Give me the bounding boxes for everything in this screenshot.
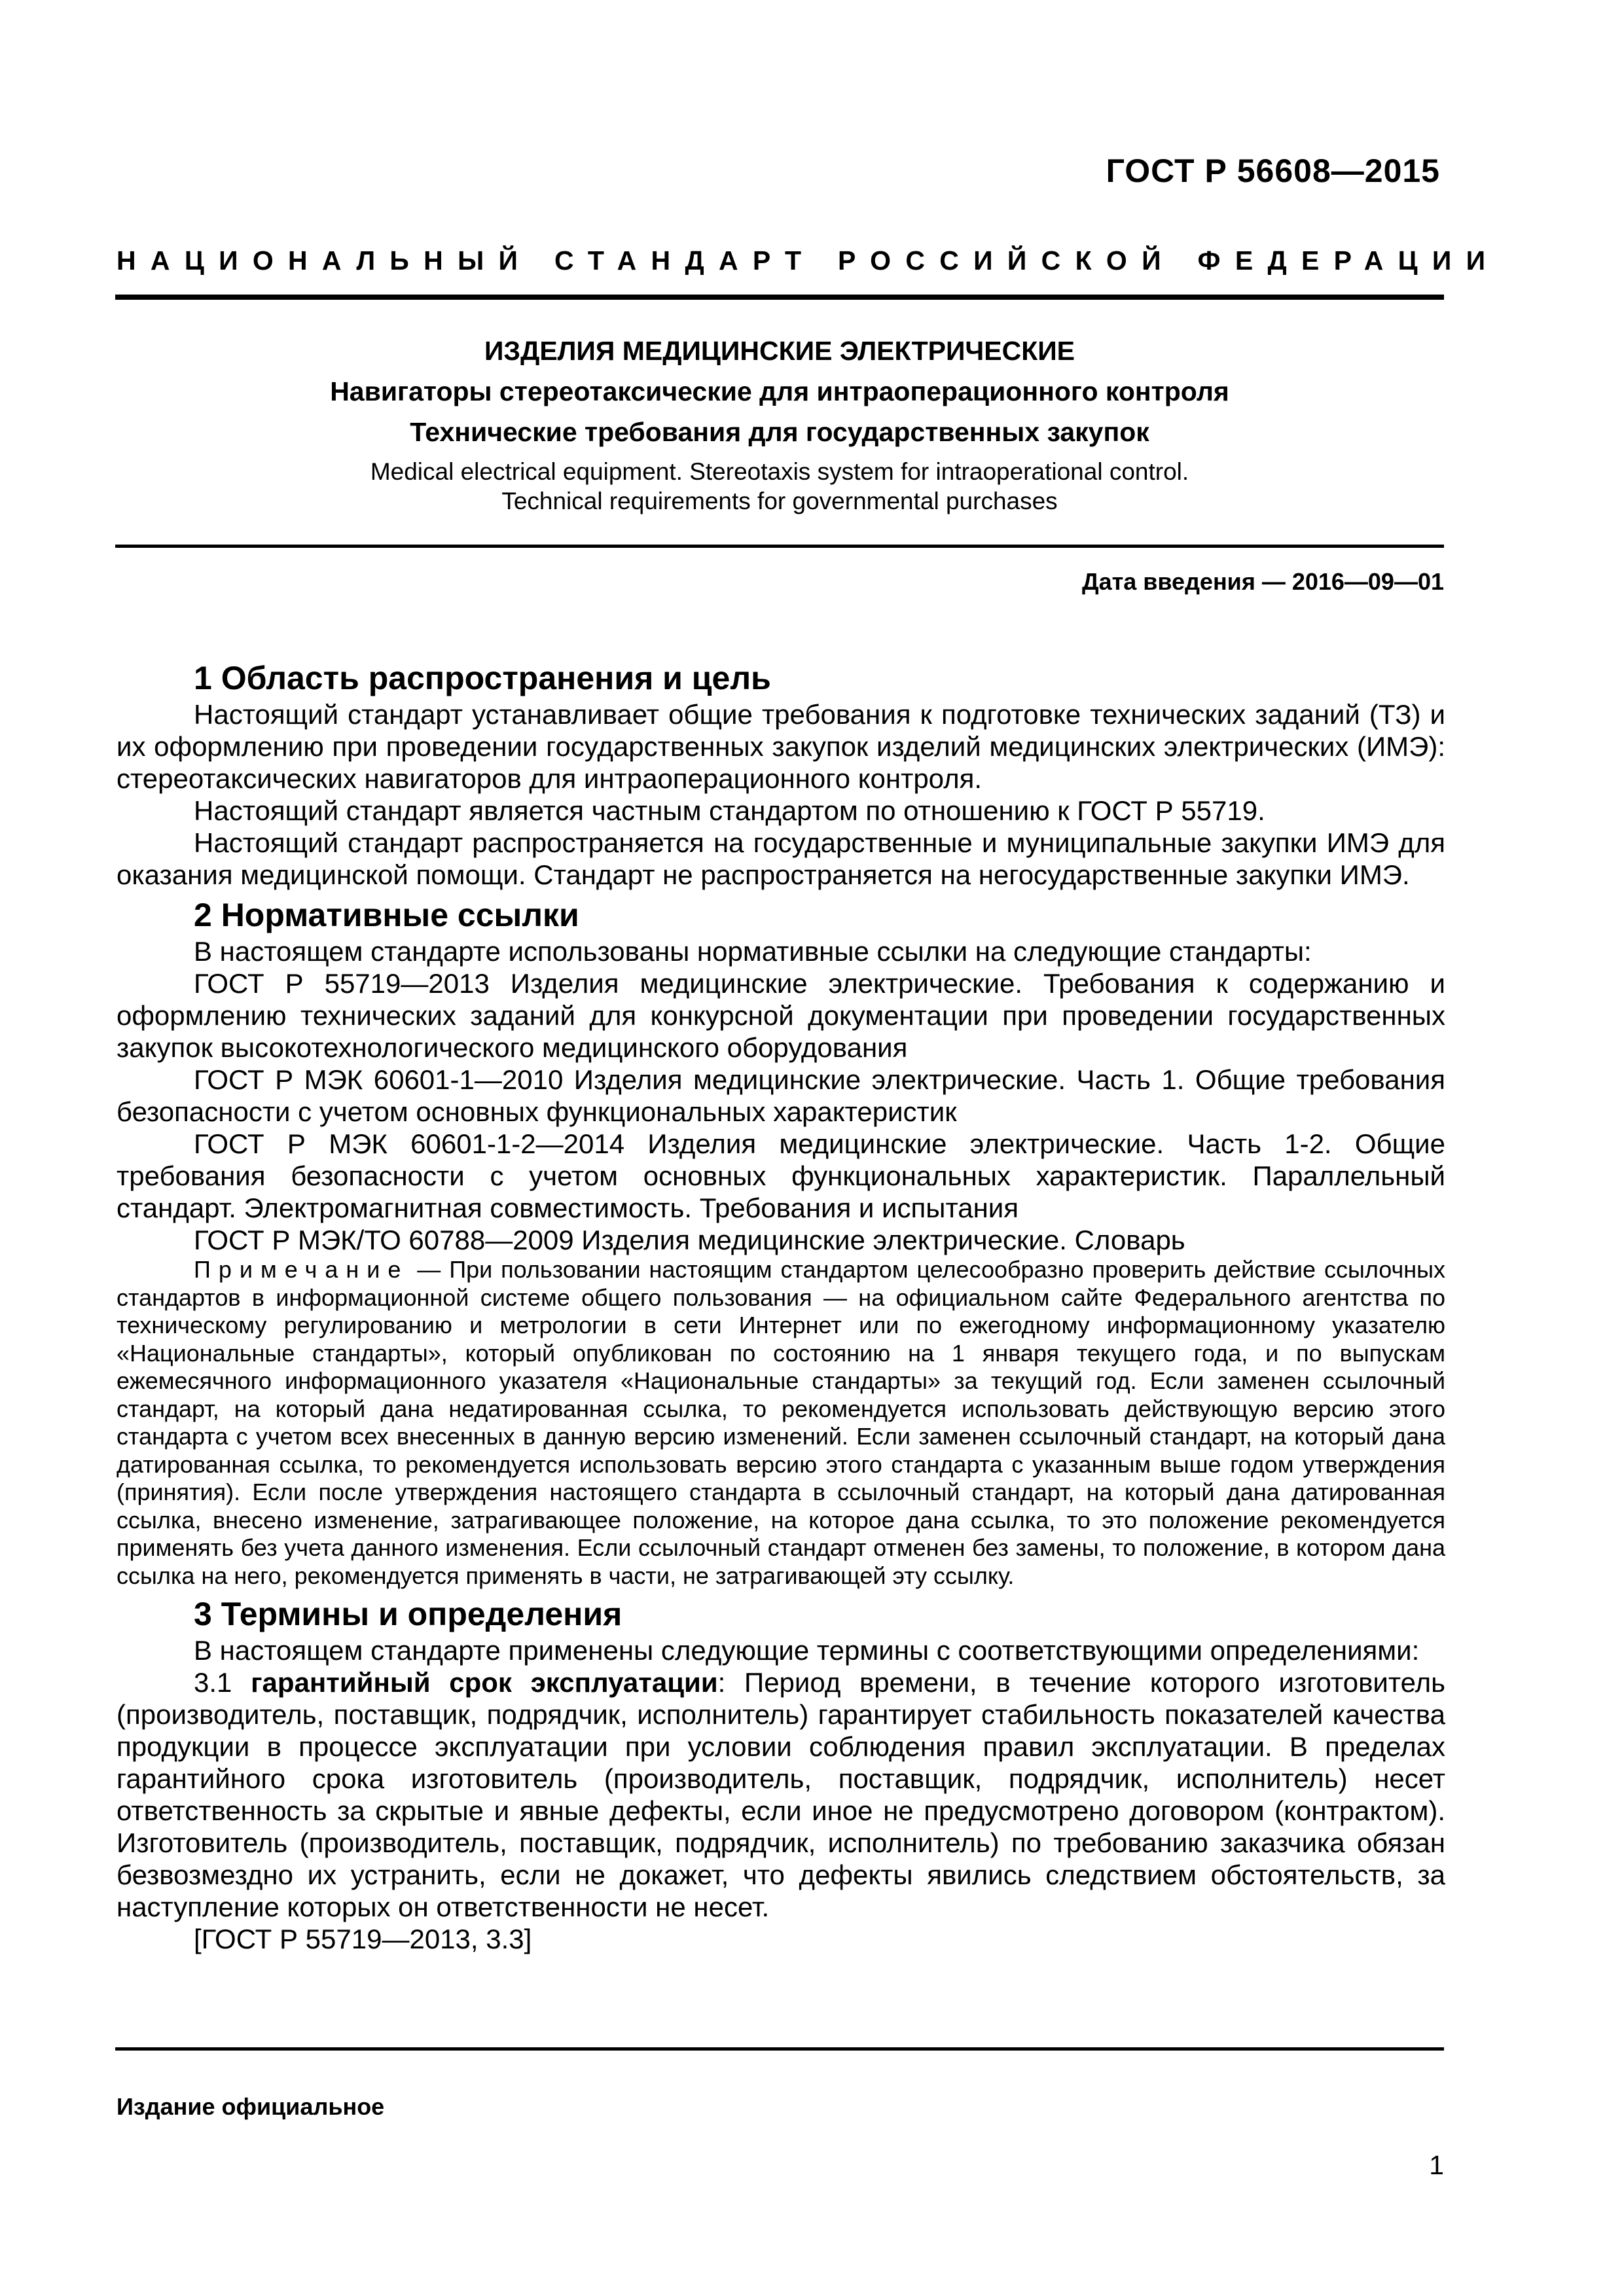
title-main: ИЗДЕЛИЯ МЕДИЦИНСКИЕ ЭЛЕКТРИЧЕСКИЕ bbox=[484, 336, 1075, 366]
title-subject: Навигаторы стереотаксические для интраоперационного контроля bbox=[330, 376, 1229, 406]
title-aspect: Технические требования для государственных закупок bbox=[410, 417, 1149, 447]
section-1-heading: 1 Область распространения и цель bbox=[194, 660, 771, 696]
edition-label: Издание официальное bbox=[117, 2093, 385, 2120]
title-divider bbox=[115, 545, 1444, 548]
section-2-heading: 2 Нормативные ссылки bbox=[194, 897, 579, 933]
section-2-intro: В настоящем стандарте использованы нормативные ссылки на следующие стандарты: bbox=[194, 936, 1312, 967]
introduction-date: Дата введения — 2016—09—01 bbox=[1081, 568, 1444, 595]
section-1-paragraph: Настоящий стандарт распространяется на государственные и муниципальные закупки ИМЭ для оказания медицинской помощи. Стандарт не распространяется на негосударственные закупки ИМЭ. bbox=[117, 827, 1445, 890]
section-3-intro: В настоящем стандарте применены следующие термины с соответствующими определениями: bbox=[194, 1635, 1420, 1666]
section-3-heading: 3 Термины и определения bbox=[194, 1596, 623, 1632]
title-block bbox=[115, 334, 1444, 516]
reference-note bbox=[117, 1256, 1445, 1590]
term-name: гарантийный срок эксплуатации bbox=[251, 1667, 718, 1698]
normative-reference: ГОСТ Р 55719—2013 Изделия медицинские электрические. Требования к содержанию и оформлению технических заданий для конкурсной документации при проведении государственных закупок высокотехнологического медицинского оборудования bbox=[117, 968, 1445, 1063]
normative-reference: ГОСТ Р МЭК/ТО 60788—2009 Изделия медицинские электрические. Словарь bbox=[194, 1225, 1185, 1255]
national-standard-banner: НАЦИОНАЛЬНЫЙ СТАНДАРТ РОССИЙСКОЙ ФЕДЕРАЦИИ bbox=[117, 245, 1500, 276]
document-code: ГОСТ Р 56608—2015 bbox=[1106, 152, 1440, 189]
section-1-paragraph: Настоящий стандарт устанавливает общие требования к подготовке технических заданий (ТЗ) и их оформлению при проведении государственных закупок изделий медицинских электрических (ИМЭ): стереотаксических навигаторов для интраоперационного контроля. bbox=[117, 699, 1445, 794]
term-text: : Период времени, в течение которого изготовитель (производитель, поставщик, подрядчик, исполнитель) гарантирует стабильность показателей качества продукции в процессе эксплуатации при условии соблюдения правил эксплуатации. В пределах гарантийного срока изготовитель (производитель, поставщик, подрядчик, исполнитель) несет ответственность за скрытые и явные дефекты, если иное не предусмотрено договором (контрактом). Изготовитель (производитель, поставщик, подрядчик, исполнитель) по требованию заказчика обязан безвозмездно их устранить, если не докажет, что дефекты явились следствием обстоятельств, за наступление которых он ответственности не несет. bbox=[117, 1667, 1446, 1922]
term-number: 3.1 bbox=[194, 1667, 251, 1698]
note-text: — При пользовании настоящим стандартом целесообразно проверить действие ссылочных стандартов в информационной системе общего пользования — на официальном сайте Федерального агентства по техническому регулированию и метрологии в сети Интернет или по ежегодному информационному указателю «Национальные стандарты», который опубликован по состоянию на 1 января текущего года, и по выпускам ежемесячного информационного указателя «Национальные стандарты» за текущий год. Если заменен ссылочный стандарт, на который дана недатированная ссылка, то рекомендуется использовать действующую версию этого стандарта с учетом всех внесенных в данную версию изменений. Если заменен ссылочный стандарт, на который дана датированная ссылка, то рекомендуется использовать версию этого стандарта с указанным выше годом утверждения (принятия). Если после утверждения настоящего стандарта в ссылочный стандарт, на который дана датированная ссылка, внесено изменение, затрагивающее положение, на которое дана ссылка, то это положение рекомендуется применять без учета данного изменения. Если ссылочный стандарт отменен без замены, то положение, в котором дана ссылка на него, рекомендуется применять в части, не затрагивающей эту ссылку. bbox=[117, 1256, 1445, 1589]
normative-reference: ГОСТ Р МЭК 60601-1—2010 Изделия медицинские электрические. Часть 1. Общие требования безопасности с учетом основных функциональных характеристик bbox=[117, 1064, 1445, 1127]
page-number: 1 bbox=[1429, 2150, 1444, 2180]
title-english-2: Technical requirements for governmental purchases bbox=[501, 488, 1058, 514]
document-body bbox=[117, 658, 1445, 1955]
title-english-1: Medical electrical equipment. Stereotaxis system for intraoperational control. bbox=[370, 458, 1189, 485]
header-divider bbox=[115, 295, 1444, 300]
footer-divider bbox=[115, 2047, 1444, 2051]
note-label: Примечание bbox=[194, 1256, 409, 1283]
term-definition bbox=[117, 1666, 1445, 1923]
section-1-paragraph: Настоящий стандарт является частным стандартом по отношению к ГОСТ Р 55719. bbox=[194, 795, 1265, 826]
term-source: [ГОСТ Р 55719—2013, 3.3] bbox=[194, 1924, 532, 1954]
normative-reference: ГОСТ Р МЭК 60601-1-2—2014 Изделия медицинские электрические. Часть 1-2. Общие требования безопасности с учетом основных функциональных характеристик. Параллельный стандарт. Электромагнитная совместимость. Требования и испытания bbox=[117, 1128, 1445, 1223]
